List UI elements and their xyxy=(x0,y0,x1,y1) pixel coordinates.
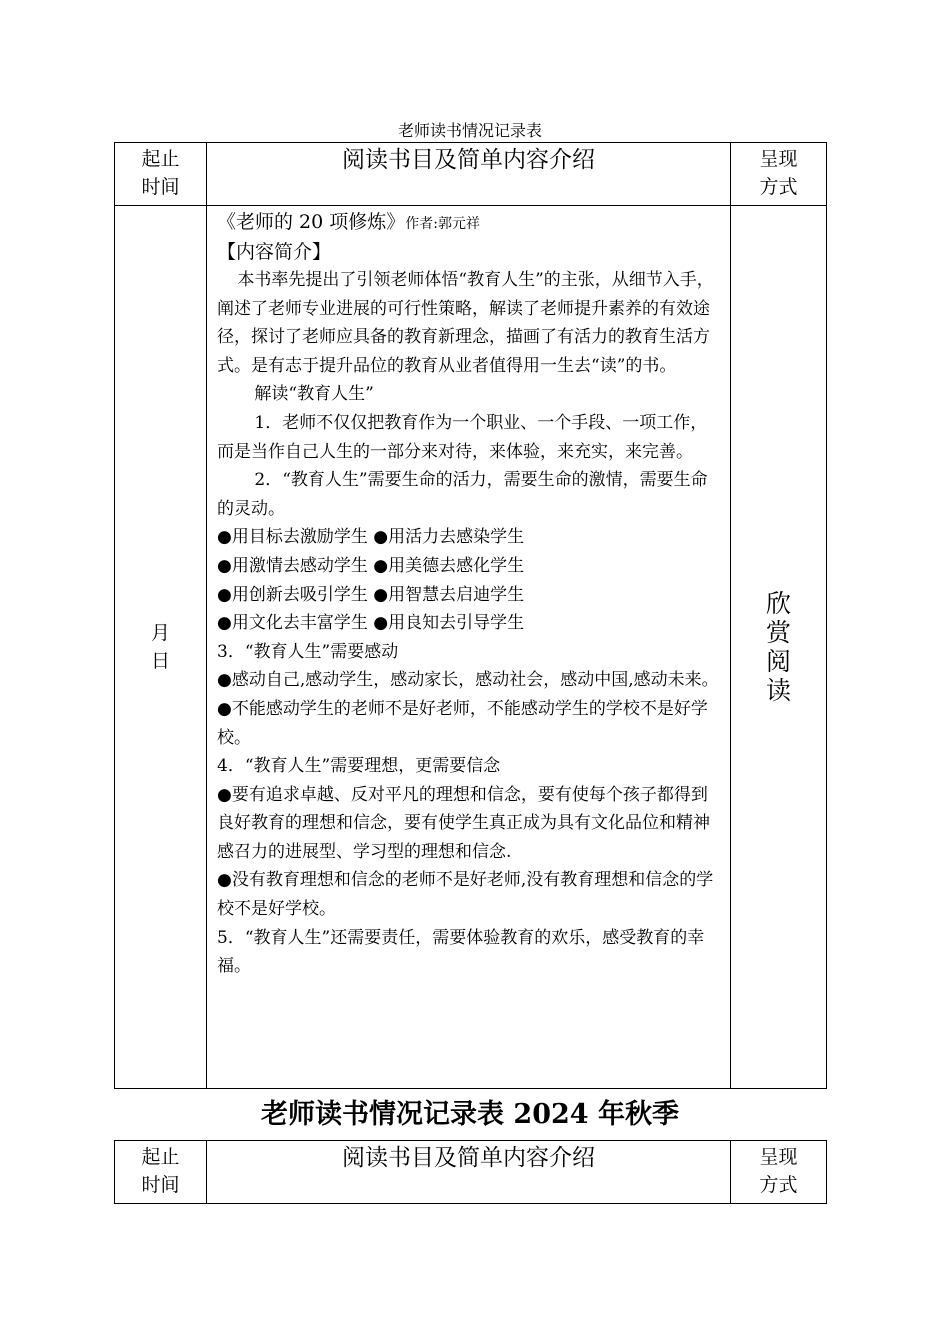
date-cell: 月 日 xyxy=(115,206,207,1089)
record-title: 老师读书情况记录表 xyxy=(397,121,542,140)
section-heading: 【内容简介】 xyxy=(217,241,332,263)
header-time: 起止 时间 xyxy=(115,143,207,206)
header-method: 呈现 方式 xyxy=(731,1141,827,1204)
bullet-row: ●用创新去吸引学生 ●用智慧去启迪学生 xyxy=(217,584,525,605)
header-content: 阅读书目及简单内容介绍 xyxy=(207,143,731,206)
point-1: 1．老师不仅仅把教育作为一个职业、一个手段、一项工作，而是当作自己人生的一部分来对待，来体验，来充实，来完善。 xyxy=(217,412,708,462)
method-cell: 欣 赏 阅 读 xyxy=(731,206,827,1089)
header-time: 起止 时间 xyxy=(115,1141,207,1204)
point-3: 3．“教育人生”需要感动 xyxy=(217,641,399,662)
point-4: 4．“教育人生”需要理想，更需要信念 xyxy=(217,756,501,777)
bullet-paragraph: ●要有追求卓越、反对平凡的理想和信念，要有使每个孩子都得到良好教育的理想和信念，要有使学生真正成为具有文化品位和精神感召力的进展型、学习型的理想和信念. xyxy=(217,784,710,862)
point-2: 2．“教育人生”需要生命的活力，需要生命的激情，需要生命的灵动。 xyxy=(217,470,708,519)
bullet-paragraph: ●没有教育理想和信念的老师不是好老师,没有教育理想和信念的学校不是好学校。 xyxy=(217,870,714,920)
book-title-line xyxy=(217,208,724,238)
bullet-row: ●用目标去激励学生 ●用活力去感染学生 xyxy=(217,527,525,548)
book-author: 作者:郭元祥 xyxy=(405,216,480,232)
book-title: 《老师的 20 项修炼》 xyxy=(217,211,406,233)
table-row xyxy=(115,206,827,1089)
header-content: 阅读书目及简单内容介绍 xyxy=(207,1141,731,1204)
bullet-row: ●用文化去丰富学生 ●用良知去引导学生 xyxy=(217,613,525,634)
table-header-row xyxy=(115,1141,827,1204)
reading-record-table-autumn xyxy=(114,1140,827,1204)
bullet-row: ●用激情去感动学生 ●用美德去感化学生 xyxy=(217,555,525,576)
subheading: 解读“教育人生” xyxy=(254,384,374,405)
record-title-autumn: 老师读书情况记录表 2024 年秋季 xyxy=(261,1099,679,1130)
header-method: 呈现 方式 xyxy=(731,143,827,206)
content-cell xyxy=(207,206,731,1089)
bullet-list xyxy=(217,523,724,637)
table-header-row xyxy=(115,143,827,206)
bullet-paragraph: ●感动自己,感动学生，感动家长，感动社会，感动中国,感动未来。 xyxy=(217,670,719,691)
bullet-paragraph: ●不能感动学生的老师不是好老师，不能感动学生的学校不是好学校。 xyxy=(217,698,708,748)
intro-paragraph: 本书率先提出了引领老师体悟“教育人生”的主张，从细节入手，阐述了老师专业进展的可行性策略，解读了老师提升素养的有效途径，探讨了老师应具备的教育新理念，描画了有活力的教育生活方式。是有志于提升品位的教育从业者值得用一生去“读”的书。 xyxy=(217,270,714,376)
reading-record-table xyxy=(114,142,827,1089)
point-5: 5．“教育人生”还需要责任，需要体验教育的欢乐，感受教育的幸福。 xyxy=(217,927,705,977)
